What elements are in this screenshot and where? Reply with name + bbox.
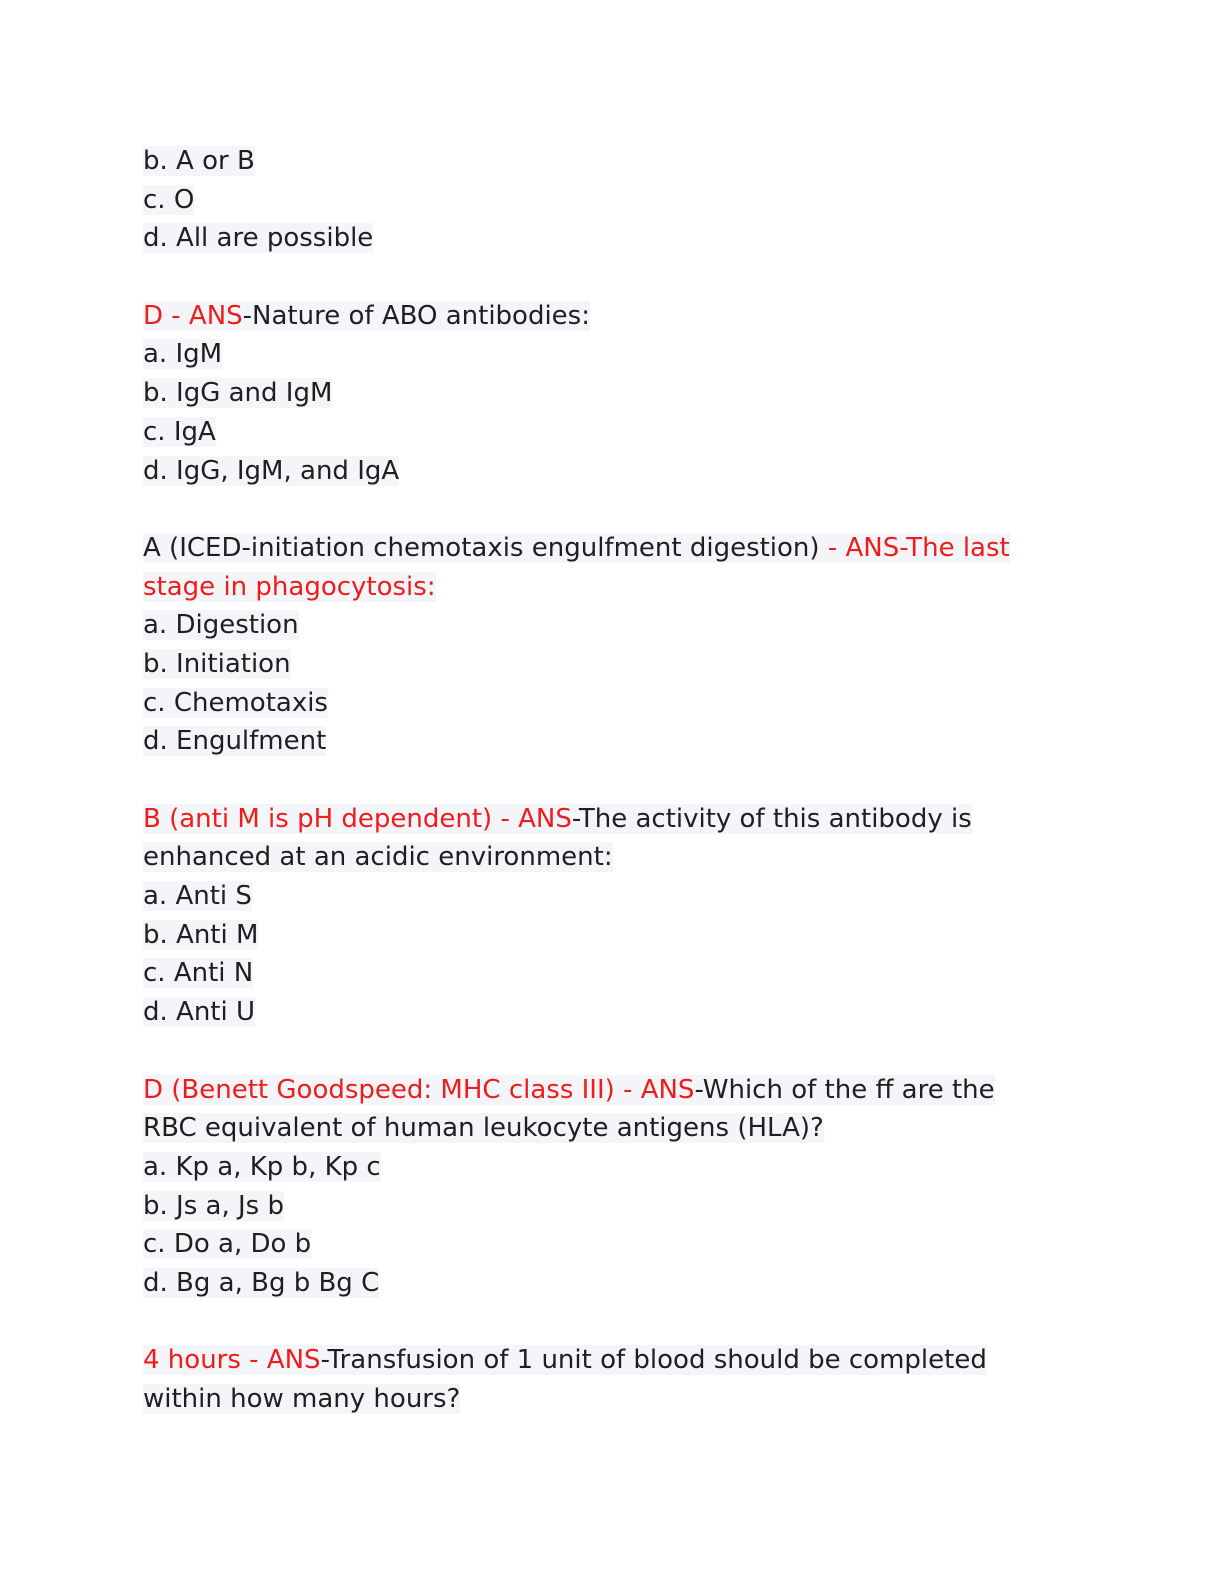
answer-question-line — [143, 1071, 1083, 1110]
option-line: d. Bg a, Bg b Bg C — [143, 1267, 380, 1298]
option-line: b. A or B — [143, 146, 255, 176]
option-line: a. IgM — [143, 339, 223, 370]
question-text: -Transfusion of 1 unit of blood should be completed — [320, 1345, 987, 1376]
option-line: d. All are possible — [143, 223, 374, 254]
question-continuation-line: enhanced at an acidic environment: — [143, 842, 613, 873]
option-line: b. Initiation — [143, 648, 291, 679]
paragraph-gap — [143, 1303, 1083, 1342]
paragraph-gap — [143, 490, 1083, 529]
question-text: -The activity of this antibody is — [571, 803, 972, 834]
answer-question-line — [143, 297, 1083, 336]
option-line: b. Anti M — [143, 919, 259, 950]
question-text: -Which of the ff are the — [694, 1074, 995, 1105]
answer-text: D - ANS — [143, 300, 243, 331]
question-continuation-line: within how many hours? — [143, 1384, 461, 1414]
question-continuation-line: stage in phagocytosis: — [143, 571, 436, 602]
option-line: d. Anti U — [143, 997, 256, 1028]
question-text: - ANS-The last — [819, 532, 1010, 563]
option-line: c. Anti N — [143, 958, 254, 989]
question-continuation-line: RBC equivalent of human leukocyte antigens (HLA)? — [143, 1113, 824, 1144]
question-text: -Nature of ABO antibodies: — [242, 300, 590, 331]
option-line: b. Js a, Js b — [143, 1190, 284, 1221]
answer-text: A (ICED-initiation chemotaxis engulfment digestion) — [143, 532, 820, 563]
paragraph-gap — [143, 1032, 1083, 1071]
answer-question-line — [143, 1341, 1083, 1380]
answer-text: B (anti M is pH dependent) - ANS — [143, 803, 572, 834]
paragraph-gap — [143, 258, 1083, 297]
answer-question-line — [143, 800, 1083, 839]
document-page — [143, 142, 1083, 1419]
paragraph-gap — [143, 761, 1083, 800]
option-line: a. Anti S — [143, 881, 252, 912]
option-line: c. Chemotaxis — [143, 687, 328, 718]
option-line: d. Engulfment — [143, 726, 327, 757]
answer-text: 4 hours - ANS — [143, 1345, 321, 1376]
option-line: a. Kp a, Kp b, Kp c — [143, 1151, 381, 1182]
option-line: b. IgG and IgM — [143, 378, 333, 409]
option-line: c. Do a, Do b — [143, 1229, 312, 1260]
option-line: a. Digestion — [143, 610, 299, 641]
option-line: d. IgG, IgM, and IgA — [143, 455, 400, 486]
option-line: c. O — [143, 184, 195, 215]
answer-question-line — [143, 529, 1083, 568]
option-line: c. IgA — [143, 416, 216, 447]
answer-text: D (Benett Goodspeed: MHC class III) - ANS — [143, 1074, 695, 1105]
